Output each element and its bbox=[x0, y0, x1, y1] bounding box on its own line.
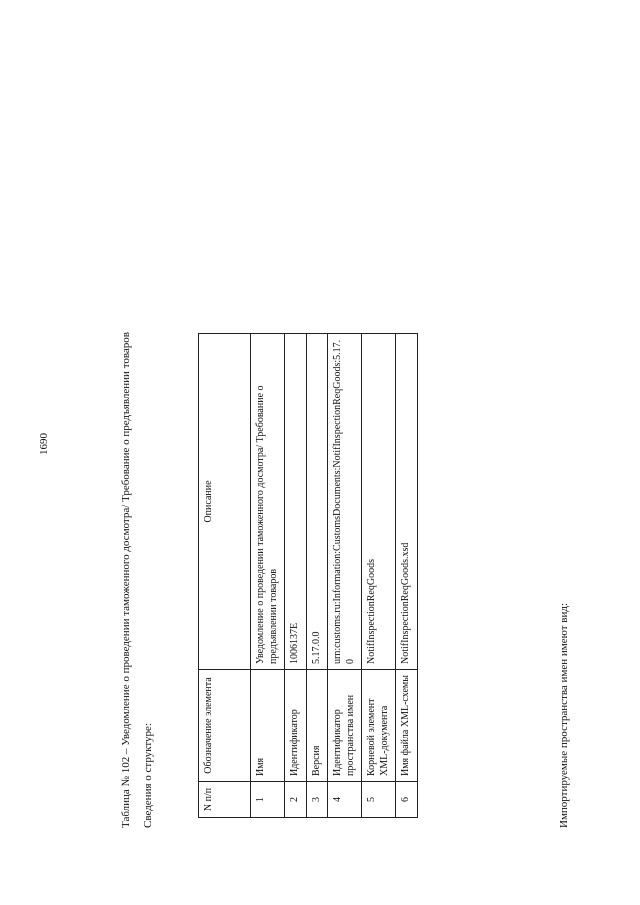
row-element: Корневой элемент XML-документа bbox=[362, 670, 396, 782]
row-element: Имя bbox=[251, 670, 285, 782]
table-row bbox=[285, 334, 307, 818]
row-description: NotifInspectionReqGoods bbox=[362, 334, 396, 670]
row-number: 4 bbox=[328, 782, 362, 818]
header-description: Описание bbox=[199, 334, 251, 670]
row-description: 1006137E bbox=[285, 334, 307, 670]
header-number: N п/п bbox=[199, 782, 251, 818]
row-description: Уведомление о проведении таможенного досмотра/ Требование о предъявлении товаров bbox=[251, 334, 285, 670]
structure-table bbox=[198, 333, 418, 818]
row-element: Идентификатор пространства имен bbox=[328, 670, 362, 782]
header-element: Обозначение элемента bbox=[199, 670, 251, 782]
row-element: Имя файла XML-схемы bbox=[396, 670, 418, 782]
table-header-row bbox=[199, 334, 251, 818]
table-row bbox=[362, 334, 396, 818]
row-number: 6 bbox=[396, 782, 418, 818]
row-number: 3 bbox=[306, 782, 328, 818]
row-number: 2 bbox=[285, 782, 307, 818]
row-description: urn:customs.ru:Information:CustomsDocuments:NotifInspectionReqGoods:5.17.0 bbox=[328, 334, 362, 670]
row-description: NotifInspectionReqGoods.xsd bbox=[396, 334, 418, 670]
table-caption: Таблица № 102 – Уведомление о проведении таможенного досмотра/ Требование о предъявлении товаров bbox=[120, 332, 132, 828]
page-number: 1690 bbox=[38, 433, 50, 455]
table-row bbox=[251, 334, 285, 818]
table-row bbox=[328, 334, 362, 818]
imported-namespaces-text: Импортируемые пространства имен имеют вид: bbox=[558, 602, 570, 828]
table-row bbox=[396, 334, 418, 818]
structure-heading: Сведения о структуре: bbox=[142, 723, 154, 828]
row-description: 5.17.0.0 bbox=[306, 334, 328, 670]
table-row bbox=[306, 334, 328, 818]
row-element: Идентификатор bbox=[285, 670, 307, 782]
row-number: 1 bbox=[251, 782, 285, 818]
row-element: Версия bbox=[306, 670, 328, 782]
row-number: 5 bbox=[362, 782, 396, 818]
rotated-content bbox=[120, 200, 590, 890]
